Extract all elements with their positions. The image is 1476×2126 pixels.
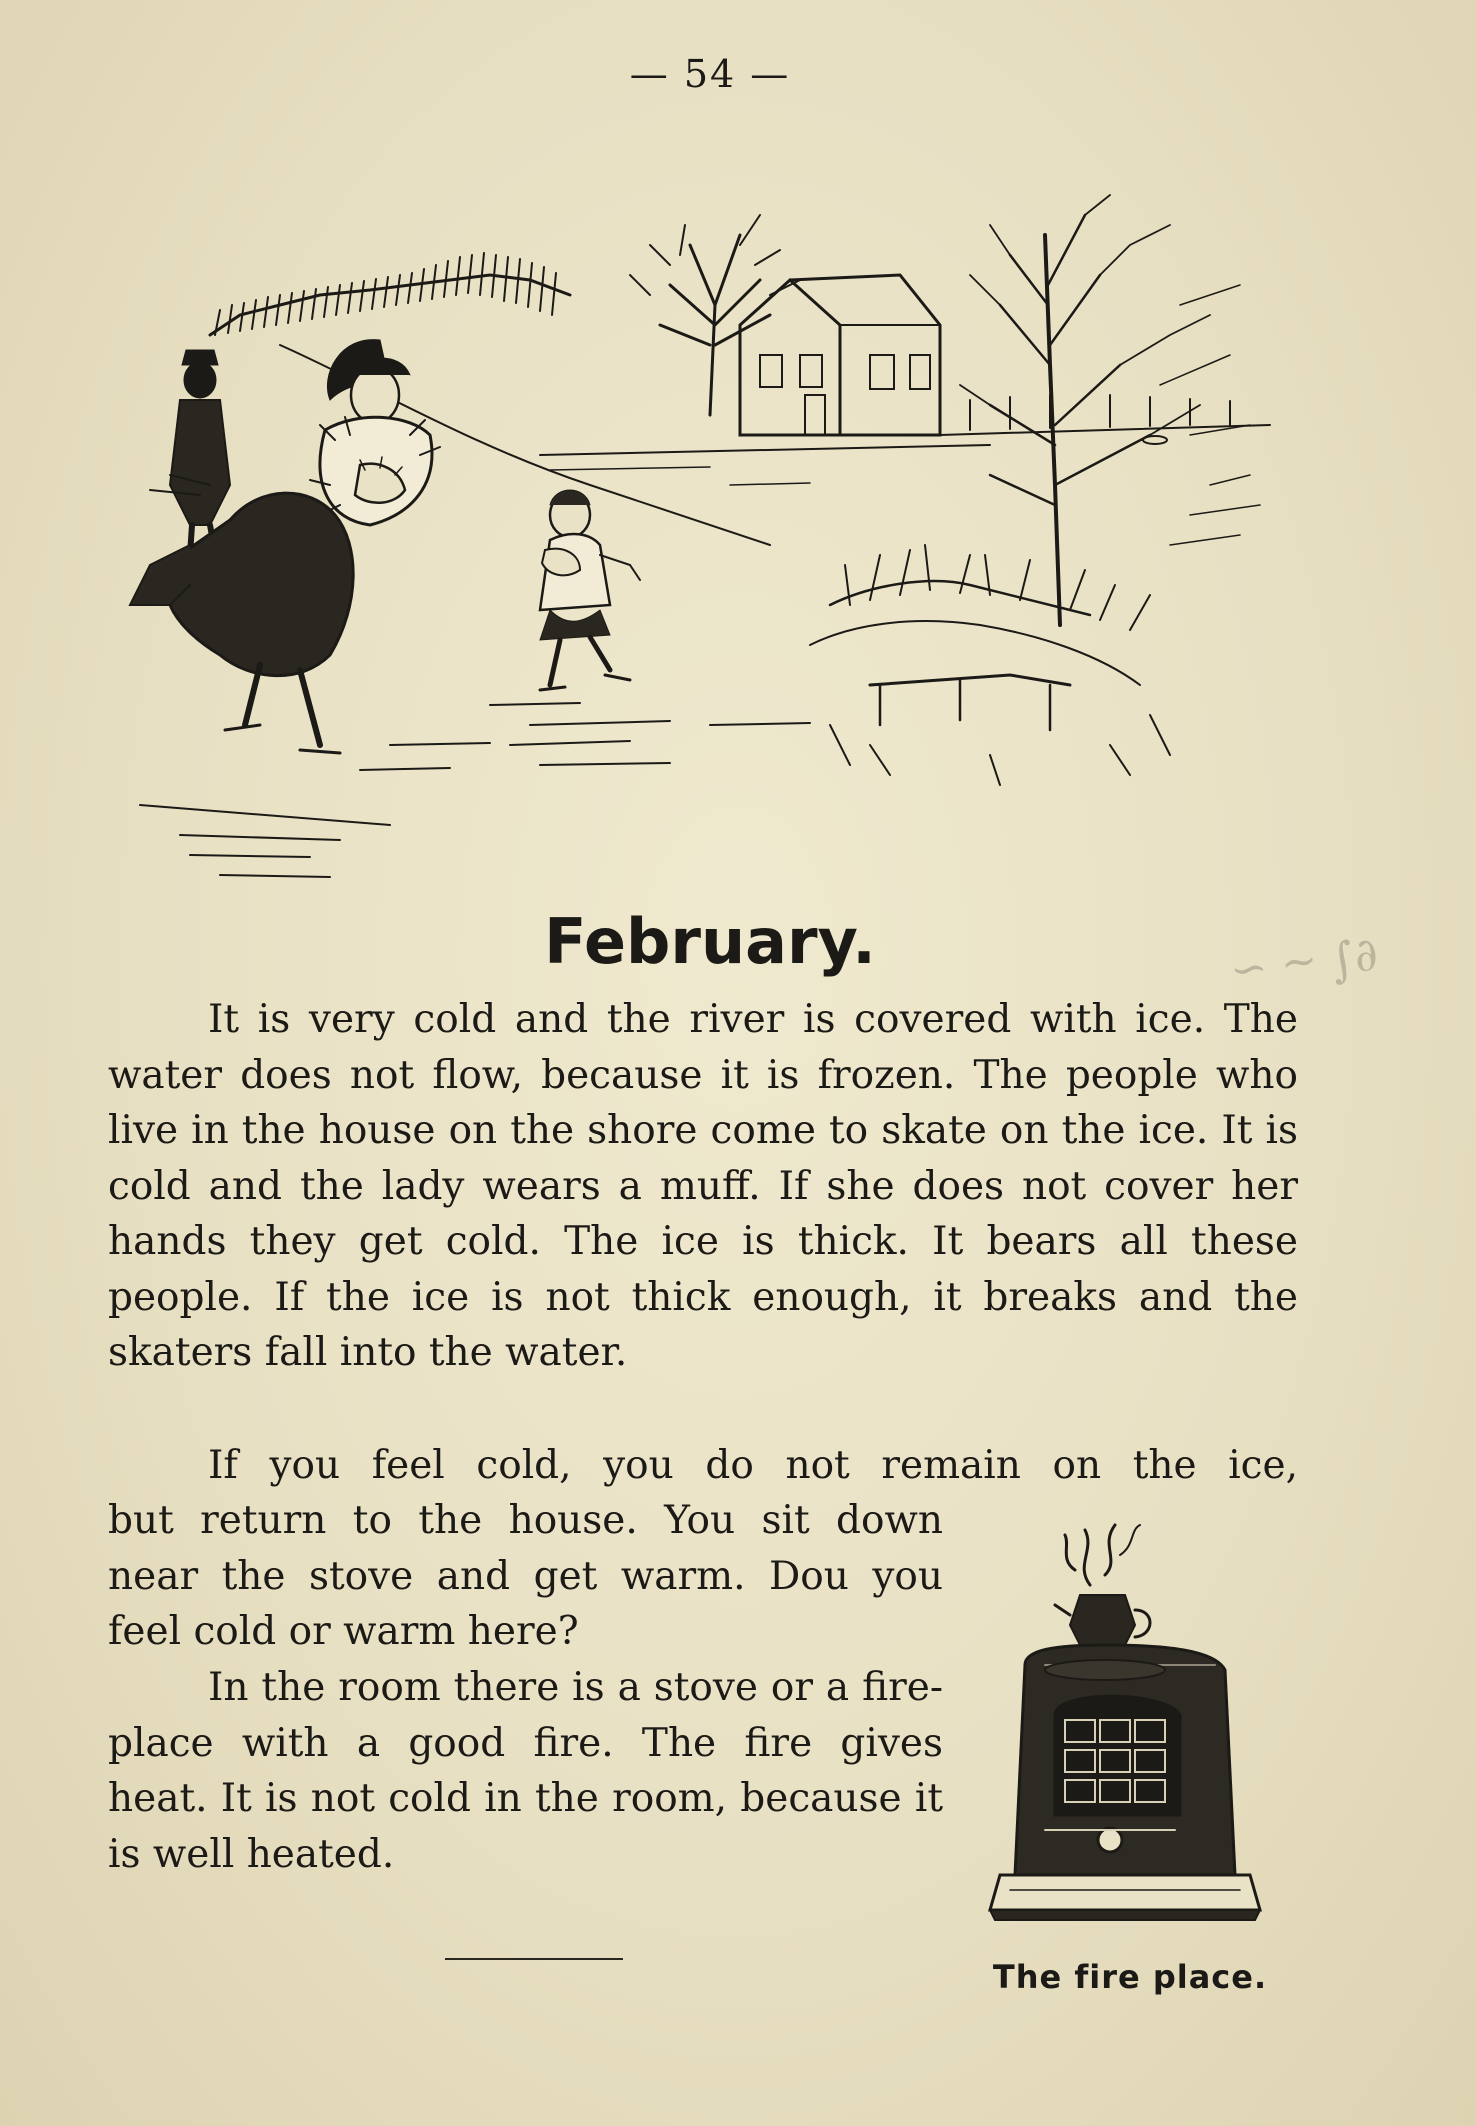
- pencil-mark: ∽ ∼: [1226, 934, 1321, 997]
- page-title: February.: [544, 905, 876, 978]
- paragraph-1: It is very cold and the river is covered with ice. The water does not flow, because it is frozen. The people who live in the house on the shore come to skate on the ice. It is cold and the lady wears a muff. If she does not cover her hands they get cold. The ice is thick. It bears all these people. If the ice is not thick enough, it breaks and the skaters fall into the water.: [108, 997, 1298, 1375]
- paragraph-3: In the room there is a stove or a fire-place with a good fire. The fire gives heat. It is not cold in the room, because it is well heated.: [108, 1665, 943, 1877]
- pencil-mark: ∫∂: [1324, 925, 1383, 989]
- paragraph-2-first-line: If you feel cold, you do not remain on the ice,: [208, 1443, 1298, 1488]
- section-divider: [445, 1958, 623, 1960]
- page-number: — 54 —: [629, 52, 791, 96]
- stove-illustration: [985, 1515, 1270, 1955]
- paragraph-2-continued: but return to the house. You sit down near the stove and get warm. Dou you feel cold or warm here?: [108, 1498, 943, 1654]
- stove-caption: The fire place.: [992, 1958, 1268, 1996]
- skating-scene-illustration: [110, 185, 1290, 955]
